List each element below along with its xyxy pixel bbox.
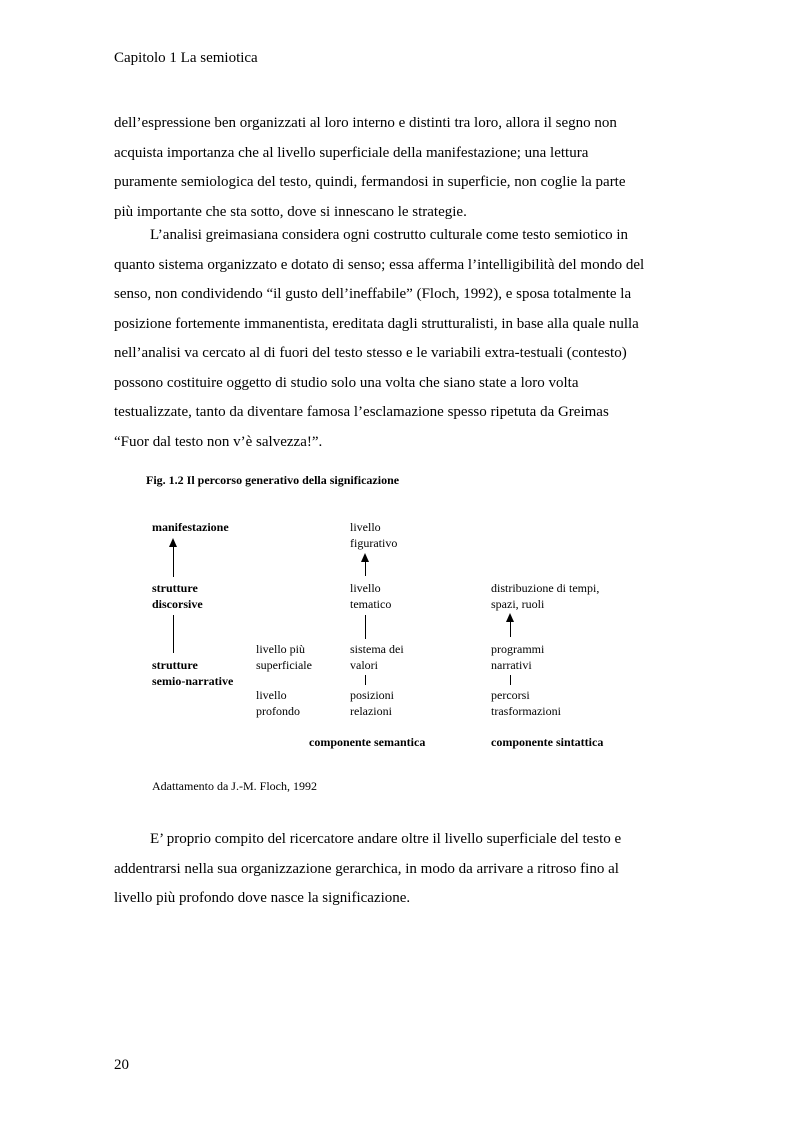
label-livello-piu: livello più	[256, 642, 305, 656]
text-line: testualizzate, tanto da diventare famosa l’esclamazione spesso ripetuta da Greimas	[114, 404, 609, 420]
connector-line	[365, 675, 366, 685]
label-valori: valori	[350, 658, 378, 672]
label-semio-narrative: semio-narrative	[152, 674, 234, 688]
label-profondo: profondo	[256, 704, 300, 718]
page-number: 20	[114, 1057, 129, 1073]
paragraph-2	[114, 221, 682, 457]
connector-line	[365, 615, 366, 639]
running-header: Capitolo 1 La semiotica	[114, 50, 258, 66]
text-line: quanto sistema organizzato e dotato di senso; essa afferma l’intelligibilità del mondo del	[114, 256, 645, 273]
text-line: puramente semiologica del testo, quindi, fermandosi in superficie, non coglie la parte	[114, 174, 626, 190]
text-line: possono costituire oggetto di studio solo una volta che siano state a loro volta	[114, 374, 579, 391]
label-componente-semantica: componente semantica	[309, 735, 426, 749]
text-line: L’analisi greimasiana considera ogni costrutto culturale come testo semiotico in	[150, 227, 629, 243]
label-narrativi: narrativi	[491, 658, 532, 672]
text-line: E’ proprio compito del ricercatore andare oltre il livello superficiale del testo e	[150, 831, 622, 847]
label-posizioni: posizioni	[350, 688, 394, 702]
paragraph-1	[114, 109, 682, 227]
label-livello-figurativo-1: livello	[350, 520, 381, 534]
label-strutture-semio-1: strutture	[152, 658, 198, 672]
figure-title: Fig. 1.2 Il percorso generativo della significazione	[146, 473, 400, 487]
paragraph-3	[114, 825, 682, 914]
label-percorsi: percorsi	[491, 688, 530, 702]
connector-line	[173, 546, 174, 577]
text-line: acquista importanza che al livello superficiale della manifestazione; una lettura	[114, 144, 589, 161]
label-relazioni: relazioni	[350, 704, 392, 718]
text-line: più importante che sta sotto, dove si innescano le strategie.	[114, 203, 467, 220]
label-figurativo: figurativo	[350, 536, 398, 550]
figure-credit: Adattamento da J.-M. Floch, 1992	[152, 779, 317, 793]
label-livello-tematico-1: livello	[350, 581, 381, 595]
connector-line	[510, 675, 511, 685]
label-sistema-dei: sistema dei	[350, 642, 404, 656]
label-strutture-discorsive-1: strutture	[152, 581, 198, 595]
text-line: dell’espressione ben organizzati al loro interno e distinti tra loro, allora il segno non	[114, 115, 617, 131]
label-spazi-ruoli: spazi, ruoli	[491, 597, 545, 611]
label-manifestazione: manifestazione	[152, 520, 229, 534]
label-trasformazioni: trasformazioni	[491, 704, 561, 718]
label-programmi: programmi	[491, 642, 545, 656]
text-line: livello più profondo dove nasce la significazione.	[114, 890, 411, 906]
connector-line	[365, 561, 366, 576]
label-livello: livello	[256, 688, 287, 702]
label-distribuzione: distribuzione di tempi,	[491, 581, 600, 595]
text-line: addentrarsi nella sua organizzazione gerarchica, in modo da arrivare a ritroso fino al	[114, 860, 619, 877]
text-line: senso, non condividendo “il gusto dell’ineffabile” (Floch, 1992), e sposa totalmente la	[114, 286, 632, 302]
label-componente-sintattica: componente sintattica	[491, 735, 604, 749]
label-tematico: tematico	[350, 597, 392, 611]
label-superficiale: superficiale	[256, 658, 312, 672]
label-discorsive: discorsive	[152, 597, 203, 611]
text-line: nell’analisi va cercato al di fuori del testo stesso e le variabili extra-testuali (contesto)	[114, 345, 627, 361]
text-line: posizione fortemente immanentista, ereditata dagli strutturalisti, in base alla quale nulla	[114, 315, 639, 332]
connector-line	[173, 615, 174, 653]
connector-line	[510, 621, 511, 637]
text-line: “Fuor dal testo non v’è salvezza!”.	[114, 433, 323, 450]
